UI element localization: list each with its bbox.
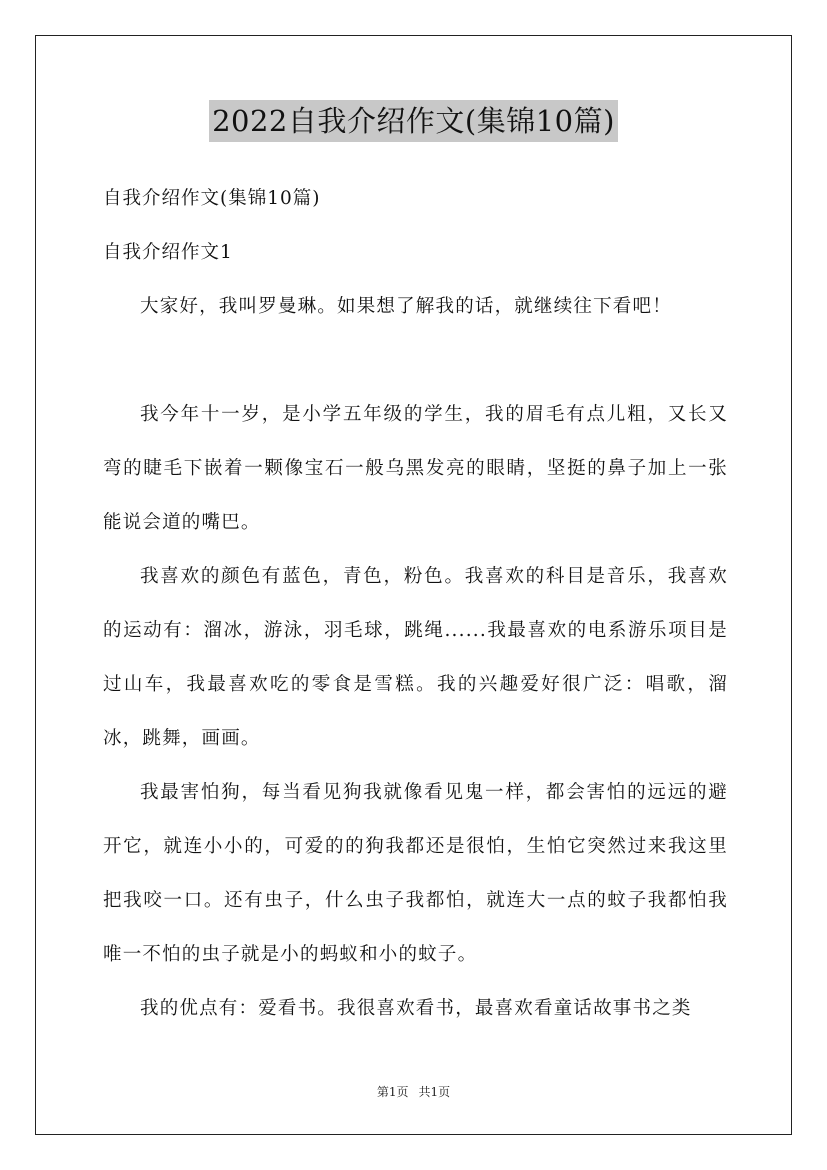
paragraph-intro: 大家好，我叫罗曼琳。如果想了解我的话，就继续往下看吧！ [140, 296, 672, 317]
blank-line [103, 334, 728, 388]
paragraph-strengths: 我的优点有：爱看书。我很喜欢看书，最喜欢看童话故事书之类 [140, 998, 692, 1019]
paragraph-fears: 我最害怕狗，每当看见狗我就像看见鬼一样，都会害怕的远远的避开它，就连小小的，可爱的的狗我都还是很怕，生怕它突然过来我这里把我咬一口。还有虫子，什么虫子我都怕，就连大一点的蚊子我都怕我唯一不怕的虫子就是小的蚂蚁和小的蚊子。 [103, 782, 728, 965]
page-footer [0, 1083, 827, 1100]
page-number: 第1页 [376, 1085, 409, 1099]
document-subtitle: 自我介绍作文(集锦10篇) [103, 188, 321, 209]
paragraph-appearance: 我今年十一岁，是小学五年级的学生，我的眉毛有点儿粗，又长又弯的睫毛下嵌着一颗像宝石一般乌黑发亮的眼睛，坚挺的鼻子加上一张能说会道的嘴巴。 [103, 404, 728, 533]
page-total: 共1页 [418, 1085, 451, 1099]
essay-heading: 自我介绍作文1 [103, 242, 233, 263]
document-title: 2022自我介绍作文(集锦10篇) [209, 100, 618, 142]
title-container [0, 100, 827, 142]
paragraph-hobbies: 我喜欢的颜色有蓝色，青色，粉色。我喜欢的科目是音乐，我喜欢的运动有：溜冰，游泳，羽毛球，跳绳......我最喜欢的电系游乐项目是过山车，我最喜欢吃的零食是雪糕。我的兴趣爱好很广泛：唱歌，溜冰，跳舞，画画。 [103, 566, 728, 749]
document-body [103, 172, 728, 1036]
